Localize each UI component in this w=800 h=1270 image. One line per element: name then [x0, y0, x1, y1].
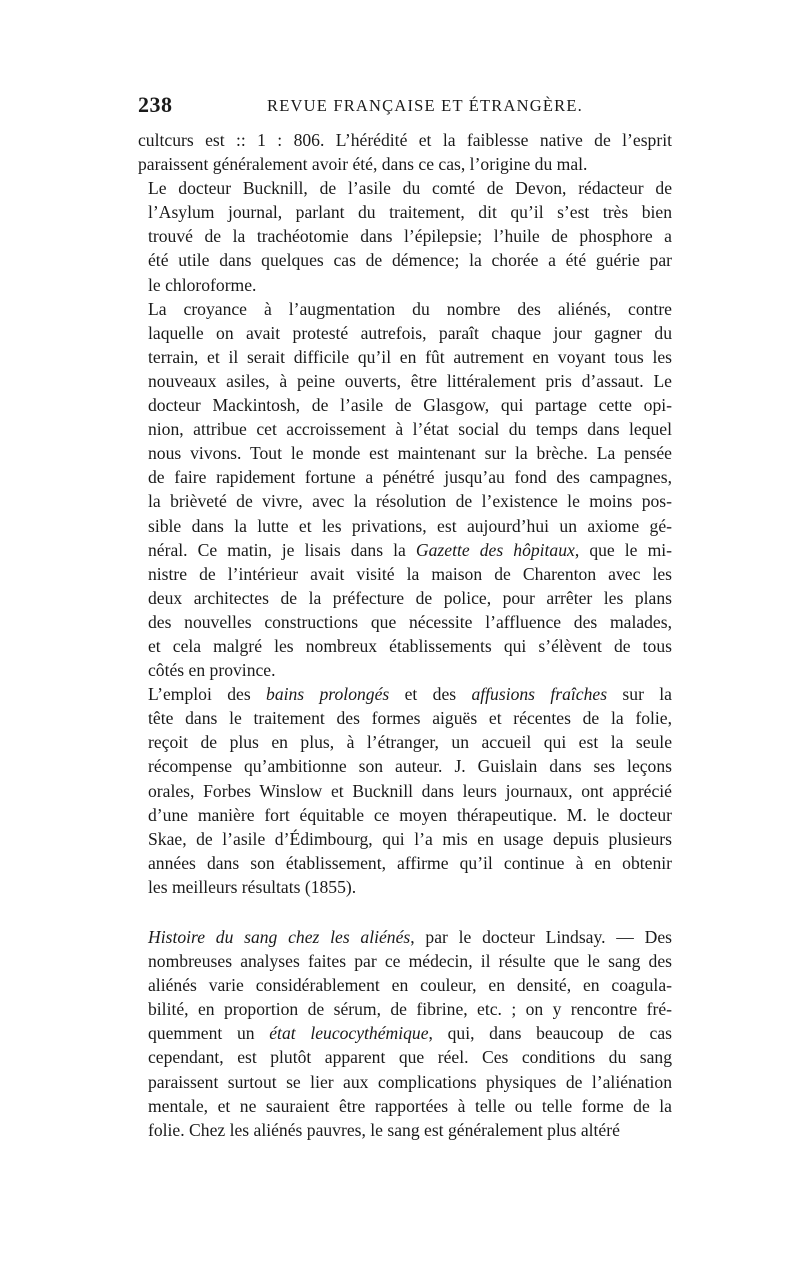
text-line: côtés en province. [148, 660, 276, 681]
text-line: nous vivons. Tout le monde est maintenant sur la brèche. La pensée [148, 443, 672, 464]
text-line: orales, Forbes Winslow et Bucknill dans leurs journaux, ont apprécié [148, 780, 672, 801]
text-line: L’emploi des bains prolongés et des affusions fraîches sur la [148, 684, 672, 705]
text-line: Skae, de l’asile d’Édimbourg, qui l’a mis en usage depuis plusieurs [148, 828, 672, 849]
text-line: tête dans le traitement des formes aiguës et récentes de la folie, [148, 708, 672, 729]
text-line: bilité, en proportion de sérum, de fibrine, etc. ; on y rencontre fré- [148, 999, 672, 1020]
text-line: sible dans la lutte et les privations, est aujourd’hui un axiome gé- [148, 515, 672, 536]
text-line: nouveaux asiles, à peine ouverts, être littéralement pris d’assaut. Le [148, 370, 672, 391]
text-line: folie. Chez les aliénés pauvres, le sang est généralement plus altéré [148, 1119, 620, 1140]
paragraph-2 [138, 176, 672, 296]
text-line: docteur Mackintosh, de l’asile de Glasgow, qui partage cette opi- [148, 395, 672, 416]
paragraph-4 [138, 682, 672, 899]
text-line: aliénés varie considérablement en couleur, en densité, en coagula- [148, 975, 672, 996]
text-line: années dans son établissement, affirme qu’il continue à en obtenir [148, 852, 672, 873]
body-text [138, 128, 672, 1142]
text-line: l’Asylum journal, parlant du traitement, dit qu’il s’est très bien [148, 202, 672, 223]
text-line: de faire rapidement fortune a pénétré jusqu’au fond des campagnes, [148, 467, 672, 488]
text-line: nion, attribue cet accroissement à l’état social du temps dans lequel [148, 419, 672, 440]
text-line: La croyance à l’augmentation du nombre des aliénés, contre [148, 298, 672, 319]
text-line: Histoire du sang chez les aliénés, par le docteur Lindsay. — Des [148, 927, 672, 947]
text-line: nombreuses analyses faites par ce médecin, il résulte que le sang des [148, 951, 672, 972]
text-line: récompense qu’ambitionne son auteur. J. Guislain dans ses leçons [148, 756, 672, 777]
text-line: terrain, et il serait difficile qu’il en fût autrement en voyant tous les [148, 346, 672, 367]
running-head: REVUE FRANÇAISE ET ÉTRANGÈRE. [267, 96, 583, 115]
text-line: des nouvelles constructions que nécessite l’affluence des malades, [148, 611, 672, 632]
text-line: deux architectes de la préfecture de police, pour arrêter les plans [148, 587, 672, 608]
text-line: nistre de l’intérieur avait visité la maison de Charenton avec les [148, 563, 672, 584]
page-header [138, 92, 672, 122]
text-line: cependant, est plutôt apparent que réel. Ces conditions du sang [148, 1047, 672, 1068]
text-line: la brièveté de vivre, avec la résolution de l’existence le moins pos- [148, 491, 672, 512]
page-number: 238 [138, 92, 173, 117]
paragraph-5 [138, 925, 672, 1142]
text-line: reçoit de plus en plus, à l’étranger, un accueil qui est la seule [148, 732, 672, 753]
text-line: trouvé de la trachéotomie dans l’épilepsie; l’huile de phosphore a [148, 226, 672, 247]
text-line: le chloroforme. [148, 274, 257, 295]
text-line: Le docteur Bucknill, de l’asile du comté de Devon, rédacteur de [148, 178, 672, 199]
text-line: paraissent généralement avoir été, dans ce cas, l’origine du mal. [138, 154, 588, 175]
text-line: paraissent surtout se lier aux complications physiques de l’aliénation [148, 1071, 672, 1092]
text-line: les meilleurs résultats (1855). [148, 876, 357, 897]
paragraph-3 [138, 297, 672, 683]
text-line: quemment un état leucocythémique, qui, dans beaucoup de cas [148, 1023, 672, 1044]
text-line: laquelle on avait protesté autrefois, paraît chaque jour gagner du [148, 322, 672, 343]
text-line: d’une manière fort équitable ce moyen thérapeutique. M. le docteur [148, 804, 672, 825]
text-line: néral. Ce matin, je lisais dans la Gazette des hôpitaux, que le mi- [148, 539, 673, 560]
paragraph-1 [138, 128, 672, 176]
text-line: cultcurs est :: 1 : 806. L’hérédité et la faiblesse native de l’esprit [138, 130, 672, 150]
text-line: mentale, et ne sauraient être rapportées à telle ou telle forme de la [148, 1095, 672, 1116]
text-line: été utile dans quelques cas de démence; la chorée a été guérie par [148, 250, 672, 271]
text-line: et cela malgré les nombreux établissements qui s’élèvent de tous [148, 635, 672, 656]
